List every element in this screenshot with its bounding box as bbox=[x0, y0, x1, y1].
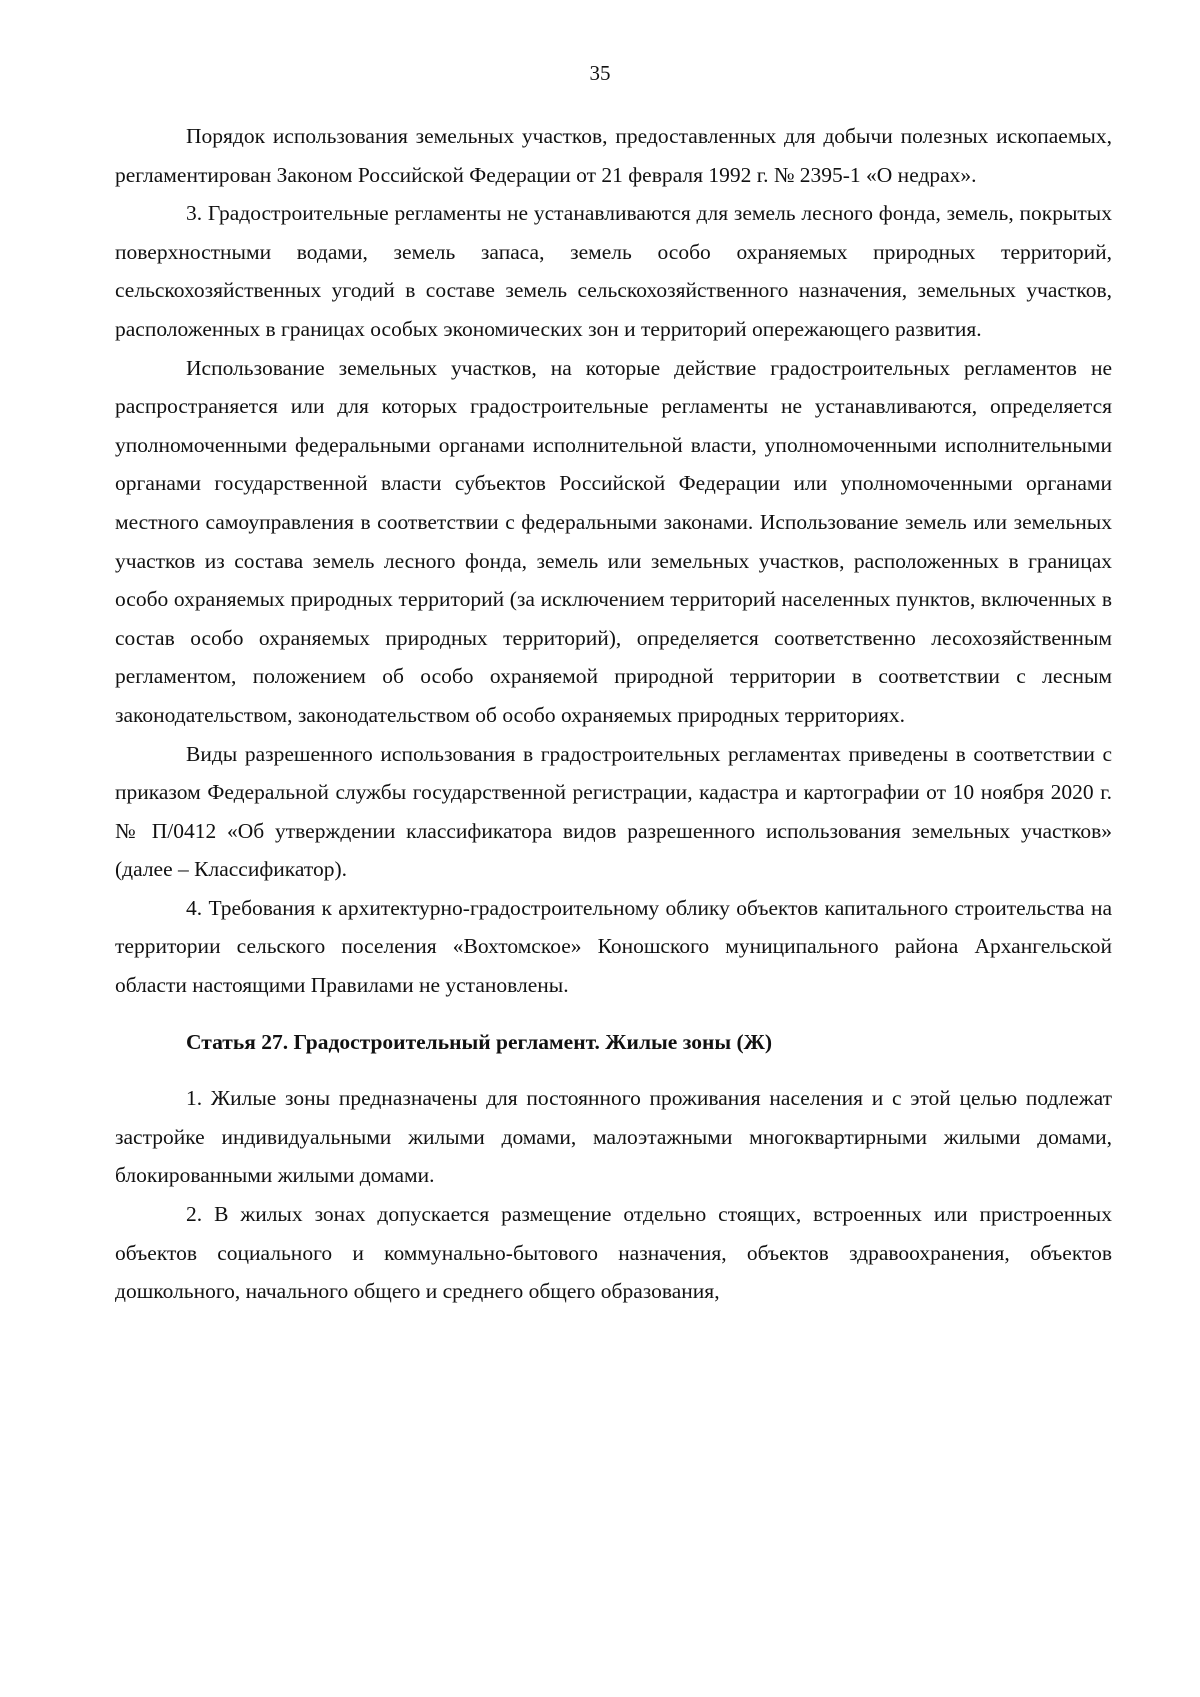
paragraph-land-use: Использование земельных участков, на которые действие градостроительных регламентов не распространяется или для которых градостроительные регламенты не устанавливаются, определяется уполномоченными федеральными органами исполнительной власти, уполномоченными исполнительными органами государственной власти субъектов Российской Федерации или уполномоченными органами местного самоуправления в соответствии с федеральными законами. Использование земель или земельных участков из состава земель лесного фонда, земель или земельных участков, расположенных в границах особо охраняемых природных территорий (за исключением территорий населенных пунктов, включенных в состав особо охраняемых природных территорий), определяется соответственно лесохозяйственным регламентом, положением об особо охраняемой природной территории в соответствии с лесным законодательством, законодательством об особо охраняемых природных территориях. bbox=[115, 355, 1112, 727]
paragraph-item-4: 4. Требования к архитектурно-градостроительному облику объектов капитального строительства на территории сельского поселения «Вохтомское» Коношского муниципального района Архангельской области настоящими Правилами не установлены. bbox=[115, 895, 1112, 998]
paragraph-residential-item-2: 2. В жилых зонах допускается размещение отдельно стоящих, встроенных или пристроенных объектов социального и коммунально-бытового назначения, объектов здравоохранения, объектов дошкольного, начального общего и среднего общего образования, bbox=[115, 1202, 1112, 1304]
paragraph-permitted-use: Виды разрешенного использования в градостроительных регламентах приведены в соответствии с приказом Федеральной службы государственной регистрации, кадастра и картографии от 10 ноября 2020 г. № П/0412 «Об утверждении классификатора видов разрешенного использования земельных участков» (далее – Классификатор). bbox=[115, 741, 1112, 882]
article-heading: Статья 27. Градостроительный регламент. Жилые зоны (Ж) bbox=[186, 1029, 773, 1054]
paragraph-mineral-extraction: Порядок использования земельных участков, предоставленных для добычи полезных ископаемых, регламентирован Законом Российской Федерации от 21 февраля 1992 г. № 2395-1 «О недрах». bbox=[115, 124, 1112, 187]
page-number: 35 bbox=[589, 61, 611, 85]
paragraph-item-3: 3. Градостроительные регламенты не устанавливаются для земель лесного фонда, земель, покрытых поверхностными водами, земель запаса, земель особо охраняемых природных территорий, сельскохозяйственных угодий в составе земель сельскохозяйственного назначения, земельных участков, расположенных в границах особых экономических зон и территорий опережающего развития. bbox=[115, 201, 1112, 341]
paragraph-residential-item-1: 1. Жилые зоны предназначены для постоянного проживания населения и с этой целью подлежат застройке индивидуальными жилыми домами, малоэтажными многоквартирными жилыми домами, блокированными жилыми домами. bbox=[115, 1086, 1112, 1188]
document-body bbox=[115, 117, 1112, 1311]
